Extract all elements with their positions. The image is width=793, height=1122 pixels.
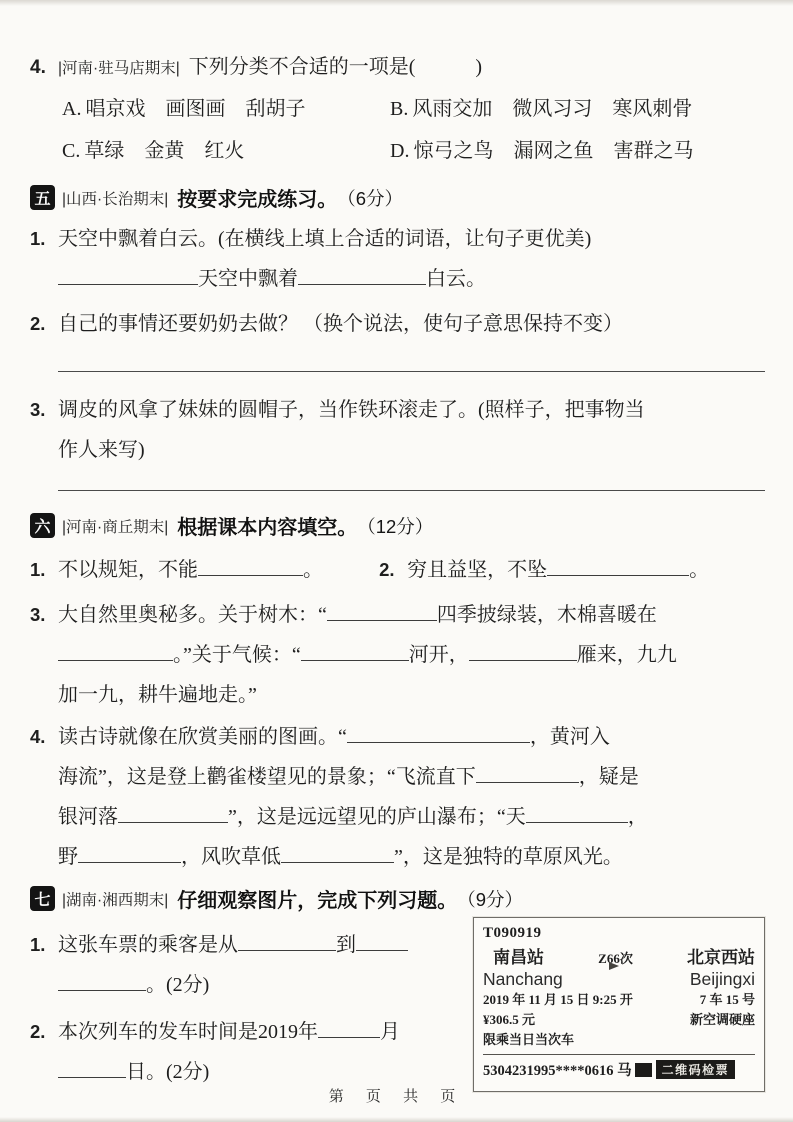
item-number: 1. <box>30 228 46 249</box>
ticket-from-station: 南昌站 <box>493 948 544 967</box>
text-segment: 加一九，耕牛遍地走。” <box>58 684 257 706</box>
ticket-id-number: 5304231995****0616 马 <box>483 1063 632 1079</box>
blank-line <box>298 266 426 285</box>
source-tag: |湖南·湘西期末| <box>62 891 169 909</box>
text-segment: 野 <box>58 846 78 868</box>
blank-line <box>327 602 437 621</box>
text-segment: 这张车票的乘客是从 <box>58 934 238 956</box>
section-5 <box>30 183 765 491</box>
ticket-id-row <box>483 1054 755 1080</box>
text-segment: ，风吹草低 <box>181 846 281 868</box>
item-line <box>58 1012 467 1052</box>
option-d <box>390 137 765 166</box>
item-line <box>58 965 467 1005</box>
ticket-train-number: Z66次 <box>598 951 633 966</box>
item-line <box>58 757 765 797</box>
text-segment: 四季披绿装，木棉喜暖在 <box>436 604 657 626</box>
item-text <box>58 555 379 585</box>
text-segment: 大自然里奥秘多。关于树木：“ <box>58 604 327 626</box>
ticket-datetime: 2019 年 11 月 15 日 9:25 开 <box>483 992 633 1007</box>
item-line <box>58 595 765 635</box>
text-segment: 河开， <box>408 644 469 666</box>
text-segment: 不以规矩，不能 <box>58 559 198 581</box>
item-number: 2. <box>30 1021 46 1042</box>
text-segment: 雁来，九九 <box>576 644 677 666</box>
item-text: 自己的事情还要奶奶去做？ （换个说法，使句子意思保持不变） <box>58 313 623 335</box>
ticket-from-pinyin: Nanchang <box>483 969 563 989</box>
ticket-to-pinyin: Beijingxi <box>689 969 755 989</box>
item-number: 3. <box>30 399 46 420</box>
item-line: 作人来写) <box>58 439 145 461</box>
section-badge: 六 <box>30 513 55 538</box>
section-badge: 五 <box>30 185 55 210</box>
item-number: 2. <box>30 313 46 334</box>
option-b <box>390 95 765 124</box>
blank-line <box>356 932 408 951</box>
blank-line <box>547 557 689 576</box>
text-segment: 月 <box>380 1021 400 1043</box>
section-6 <box>30 511 765 877</box>
ticket-datetime-row <box>483 990 755 1010</box>
section-points: （12分） <box>357 515 434 537</box>
text-segment: 读古诗就像在欣赏美丽的图画。“ <box>58 726 347 748</box>
ticket-pinyin-row <box>483 968 755 990</box>
item-number: 4. <box>30 726 46 747</box>
blank-line <box>281 844 394 863</box>
section-6-header <box>30 511 765 540</box>
ticket-price: ¥306.5 元 <box>483 1012 536 1027</box>
section-7-questions <box>30 925 473 1092</box>
text-segment: 白云。 <box>426 268 486 290</box>
options-grid <box>30 95 765 166</box>
section-points: （6分） <box>337 187 404 209</box>
item-line <box>58 797 765 837</box>
exercise-item-5-1 <box>30 224 765 254</box>
option-label: B. <box>390 98 409 120</box>
ticket-qr-label: 二维码检票 <box>656 1060 736 1079</box>
fill-in-line <box>30 264 765 294</box>
text-segment: 。”关于气候：“ <box>173 644 301 666</box>
item-line <box>58 925 467 965</box>
blank-line <box>238 932 336 951</box>
text-segment: ，黄河入 <box>529 726 610 748</box>
item-text <box>407 555 765 585</box>
scan-artifact-bottom <box>0 1117 793 1122</box>
question-stem: 下列分类不合适的一项是( ) <box>188 56 483 78</box>
exercise-item-7-1 <box>30 925 467 1005</box>
item-number: 1. <box>30 934 46 955</box>
item-number: 2. <box>379 559 395 580</box>
text-segment: ， <box>627 806 648 828</box>
exercise-item-5-3 <box>30 390 765 470</box>
blank-line <box>469 642 577 661</box>
ticket-seat-type: 新空调硬座 <box>689 1012 755 1027</box>
text-segment: 到 <box>336 934 356 956</box>
item-line: 调皮的风拿了妹妹的圆帽子，当作铁环滚走了。(照样子，把事物当 <box>58 399 645 421</box>
text-segment: 。(2分) <box>146 974 210 996</box>
text-segment: ，疑是 <box>578 766 639 788</box>
source-tag: |河南·驻马店期末| <box>58 60 180 77</box>
text-segment: 穷且益坚，不坠 <box>407 559 548 581</box>
exercise-item-6-3 <box>30 595 765 715</box>
section-badge: 七 <box>30 886 55 911</box>
item-text <box>58 1012 467 1092</box>
exercise-items-6-1-2 <box>30 555 765 585</box>
item-text <box>58 717 765 877</box>
source-tag: |河南·商丘期末| <box>62 518 169 536</box>
ticket-to-station: 北京西站 <box>687 948 755 967</box>
section-5-header <box>30 183 765 212</box>
item-line <box>58 635 765 675</box>
train-ticket <box>473 917 765 1092</box>
ticket-stations-row <box>483 943 755 968</box>
ticket-seat: 7 车 15 号 <box>699 992 755 1007</box>
exercise-item-7-2 <box>30 1012 467 1092</box>
blank-line <box>318 1019 380 1038</box>
text-segment: 天空中飘着 <box>198 268 298 290</box>
text-segment: 海流”，这是登上鹳雀楼望见的景象；“飞流直下 <box>58 766 476 788</box>
blank-line <box>58 642 173 661</box>
option-label: D. <box>390 140 410 162</box>
text-segment: ”，这是远远望见的庐山瀑布；“天 <box>228 806 526 828</box>
redaction-box <box>635 1063 652 1077</box>
option-a <box>62 95 390 124</box>
blank-line <box>347 724 530 743</box>
text-segment: 本次列车的发车时间是2019年 <box>58 1021 318 1043</box>
item-line <box>58 717 765 757</box>
section-7-header <box>30 884 765 913</box>
item-line <box>58 675 765 715</box>
exercise-item-6-1 <box>30 555 379 585</box>
section-title: 根据课本内容填空。 <box>177 517 358 539</box>
text-segment: 银河落 <box>58 806 118 828</box>
question-4 <box>30 50 765 166</box>
item-number: 3. <box>30 604 46 625</box>
option-c <box>62 137 390 166</box>
text-segment: 。 <box>689 559 710 581</box>
ticket-note: 限乘当日当次车 <box>483 1032 575 1047</box>
option-label: A. <box>62 98 82 120</box>
exercise-item-5-2 <box>30 309 765 339</box>
item-text <box>58 925 467 1005</box>
option-text: 惊弓之鸟 漏网之鱼 害群之马 <box>413 140 694 162</box>
section-title: 仔细观察图片，完成下列习题。 <box>177 890 458 912</box>
item-text <box>58 390 765 470</box>
source-tag: |山西·长治期末| <box>62 190 169 208</box>
exercise-item-6-2 <box>379 555 765 585</box>
section-points: （9分） <box>457 888 524 910</box>
blank-line <box>58 1059 126 1078</box>
section-7 <box>30 884 765 1092</box>
blank-line <box>58 972 146 991</box>
blank-line <box>58 266 198 285</box>
blank-line <box>198 557 303 576</box>
blank-line <box>78 844 181 863</box>
item-number: 1. <box>30 559 46 580</box>
option-text: 唱京戏 画图画 刮胡子 <box>85 98 306 120</box>
blank-line <box>526 804 628 823</box>
text-segment: ”，这是独特的草原风光。 <box>394 846 623 868</box>
text-segment: 日。(2分) <box>126 1061 210 1083</box>
page-footer: 第 页 共 页 <box>328 1088 465 1105</box>
answer-line <box>58 371 765 372</box>
question-number: 4. <box>30 57 46 78</box>
ticket-code: T090919 <box>483 925 542 941</box>
blank-line <box>118 804 228 823</box>
item-text: 天空中飘着白云。(在横线上填上合适的词语，让句子更优美) <box>58 228 592 250</box>
blank-line <box>301 642 409 661</box>
section-7-body <box>30 925 765 1092</box>
section-title: 按要求完成练习。 <box>177 189 338 211</box>
scan-artifact-top <box>0 0 793 6</box>
text-segment: 。 <box>303 559 323 581</box>
item-line <box>58 837 765 877</box>
option-label: C. <box>62 140 81 162</box>
exercise-item-6-4 <box>30 717 765 877</box>
option-text: 风雨交加 微风习习 寒风刺骨 <box>412 98 693 120</box>
ticket-route-arrow <box>552 952 679 965</box>
answer-line <box>58 490 765 491</box>
option-text: 草绿 金黄 红火 <box>84 140 245 162</box>
ticket-price-row <box>483 1010 755 1030</box>
blank-line <box>476 764 579 783</box>
item-text <box>58 595 765 715</box>
question-4-stem-row <box>30 50 765 79</box>
